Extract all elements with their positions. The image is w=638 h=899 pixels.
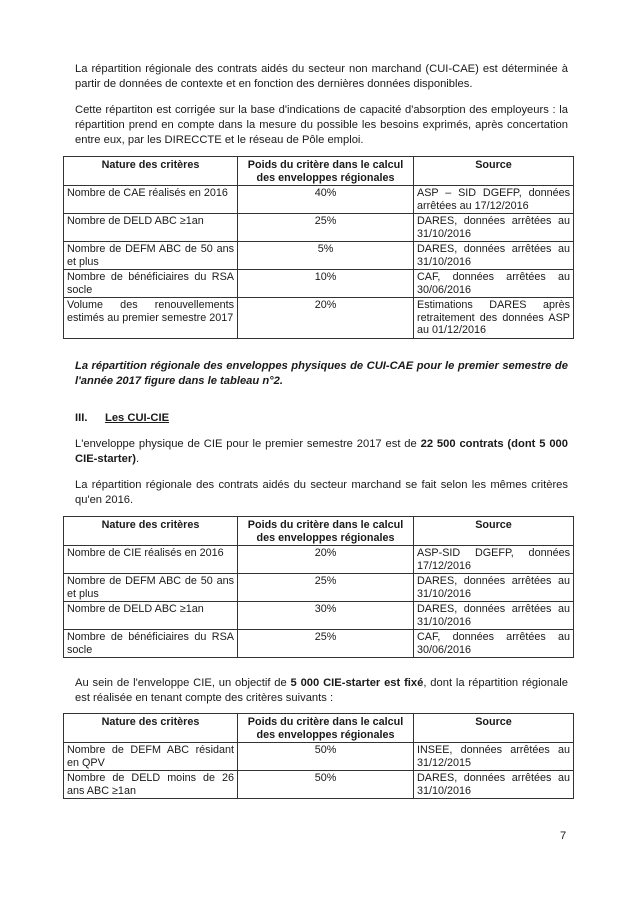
table-row bbox=[64, 630, 574, 658]
text-run: . bbox=[135, 453, 140, 465]
cell-nature: Nombre de DEFM ABC résidant en QPV bbox=[64, 743, 238, 771]
cell-source: ASP – SID DGEFP, données arrêtées au 17/12/2016 bbox=[414, 186, 574, 214]
cell-nature: Nombre de DEFM ABC de 50 ans et plus bbox=[64, 242, 238, 270]
emphasis-contracts: 22 500 contrats (dont 5 000 CIE-starter) bbox=[75, 438, 568, 465]
cae-criteria-table bbox=[63, 156, 574, 339]
cell-nature: Nombre de DELD ABC ≥1an bbox=[64, 602, 238, 630]
table-row bbox=[64, 602, 574, 630]
table-row bbox=[64, 546, 574, 574]
cell-poids: 25% bbox=[238, 574, 414, 602]
table-row bbox=[64, 574, 574, 602]
cell-source: CAF, données arrêtées au 30/06/2016 bbox=[414, 630, 574, 658]
cie-paragraph-1 bbox=[75, 437, 568, 467]
table-header-row bbox=[64, 714, 574, 743]
note-cae-distribution: La répartition régionale des enveloppes physiques de CUI-CAE pour le premier semestre de l'année 2017 figure dans le tableau n°2. bbox=[75, 360, 568, 387]
table-row bbox=[64, 743, 574, 771]
intro-paragraph-2: Cette répartiton est corrigée sur la base d'indications de capacité d'absorption des employeurs : la répartition prend en compte dans la mesure du possible les besoins exprimés, après concertation entre eux, par les DIRECCTE et le réseau de Pôle emploi. bbox=[75, 104, 568, 146]
cell-poids: 30% bbox=[238, 602, 414, 630]
cell-poids: 20% bbox=[238, 546, 414, 574]
cell-poids: 20% bbox=[238, 298, 414, 339]
header-source: Source bbox=[414, 157, 574, 186]
cell-nature: Nombre de CIE réalisés en 2016 bbox=[64, 546, 238, 574]
cie-paragraph-2: La répartition régionale des contrats aidés du secteur marchand se fait selon les mêmes critères qu'en 2016. bbox=[75, 479, 568, 506]
cie-criteria-table bbox=[63, 516, 574, 658]
cell-source: CAF, données arrêtées au 30/06/2016 bbox=[414, 270, 574, 298]
cell-nature: Volume des renouvellements estimés au premier semestre 2017 bbox=[64, 298, 238, 339]
cell-poids: 50% bbox=[238, 743, 414, 771]
header-source: Source bbox=[414, 714, 574, 743]
text-run: L'enveloppe physique de CIE pour le premier semestre 2017 est de bbox=[75, 438, 421, 450]
text-run: Au sein de l'enveloppe CIE, un objectif de bbox=[75, 677, 291, 689]
section-heading bbox=[75, 412, 169, 424]
cell-nature: Nombre de bénéficiaires du RSA socle bbox=[64, 630, 238, 658]
cie-paragraph-3 bbox=[75, 676, 568, 706]
cell-nature: Nombre de DEFM ABC de 50 ans et plus bbox=[64, 574, 238, 602]
cell-source: DARES, données arrêtées au 31/10/2016 bbox=[414, 214, 574, 242]
table-row bbox=[64, 270, 574, 298]
header-poids: Poids du critère dans le calcul des enveloppes régionales bbox=[238, 157, 414, 186]
cell-nature: Nombre de DELD moins de 26 ans ABC ≥1an bbox=[64, 771, 238, 799]
header-source: Source bbox=[414, 517, 574, 546]
cell-source: DARES, données arrêtées au 31/10/2016 bbox=[414, 771, 574, 799]
cell-source: DARES, données arrêtées au 31/10/2016 bbox=[414, 602, 574, 630]
cell-nature: Nombre de CAE réalisés en 2016 bbox=[64, 186, 238, 214]
cell-nature: Nombre de DELD ABC ≥1an bbox=[64, 214, 238, 242]
intro-paragraph-1: La répartition régionale des contrats aidés du secteur non marchand (CUI-CAE) est déterminée à partir de données de contexte et en fonction des dernières données disponibles. bbox=[75, 63, 568, 90]
cie-starter-criteria-table bbox=[63, 713, 574, 799]
table-row bbox=[64, 298, 574, 339]
table-header-row bbox=[64, 517, 574, 546]
cell-poids: 10% bbox=[238, 270, 414, 298]
header-nature: Nature des critères bbox=[64, 157, 238, 186]
cell-source: Estimations DARES après retraitement des données ASP au 01/12/2016 bbox=[414, 298, 574, 339]
emphasis-starter: 5 000 CIE-starter est fixé bbox=[290, 677, 424, 689]
cell-poids: 25% bbox=[238, 630, 414, 658]
table-header-row bbox=[64, 157, 574, 186]
section-title: Les CUI-CIE bbox=[105, 412, 170, 424]
text-run: , dont la répartition régionale est réalisée en tenant compte des critères suivants : bbox=[75, 677, 568, 704]
header-nature: Nature des critères bbox=[64, 517, 238, 546]
cell-source: DARES, données arrêtées au 31/10/2016 bbox=[414, 242, 574, 270]
header-poids: Poids du critère dans le calcul des enveloppes régionales bbox=[238, 517, 414, 546]
table-row bbox=[64, 186, 574, 214]
table-row bbox=[64, 242, 574, 270]
page-number: 7 bbox=[560, 830, 567, 842]
cell-nature: Nombre de bénéficiaires du RSA socle bbox=[64, 270, 238, 298]
cell-poids: 5% bbox=[238, 242, 414, 270]
cell-source: INSEE, données arrêtées au 31/12/2015 bbox=[414, 743, 574, 771]
cell-poids: 25% bbox=[238, 214, 414, 242]
cell-poids: 40% bbox=[238, 186, 414, 214]
cell-source: DARES, données arrêtées au 31/10/2016 bbox=[414, 574, 574, 602]
section-number: III. bbox=[75, 412, 88, 424]
header-poids: Poids du critère dans le calcul des enveloppes régionales bbox=[238, 714, 414, 743]
table-row bbox=[64, 214, 574, 242]
header-nature: Nature des critères bbox=[64, 714, 238, 743]
cell-poids: 50% bbox=[238, 771, 414, 799]
cell-source: ASP-SID DGEFP, données 17/12/2016 bbox=[414, 546, 574, 574]
table-row bbox=[64, 771, 574, 799]
